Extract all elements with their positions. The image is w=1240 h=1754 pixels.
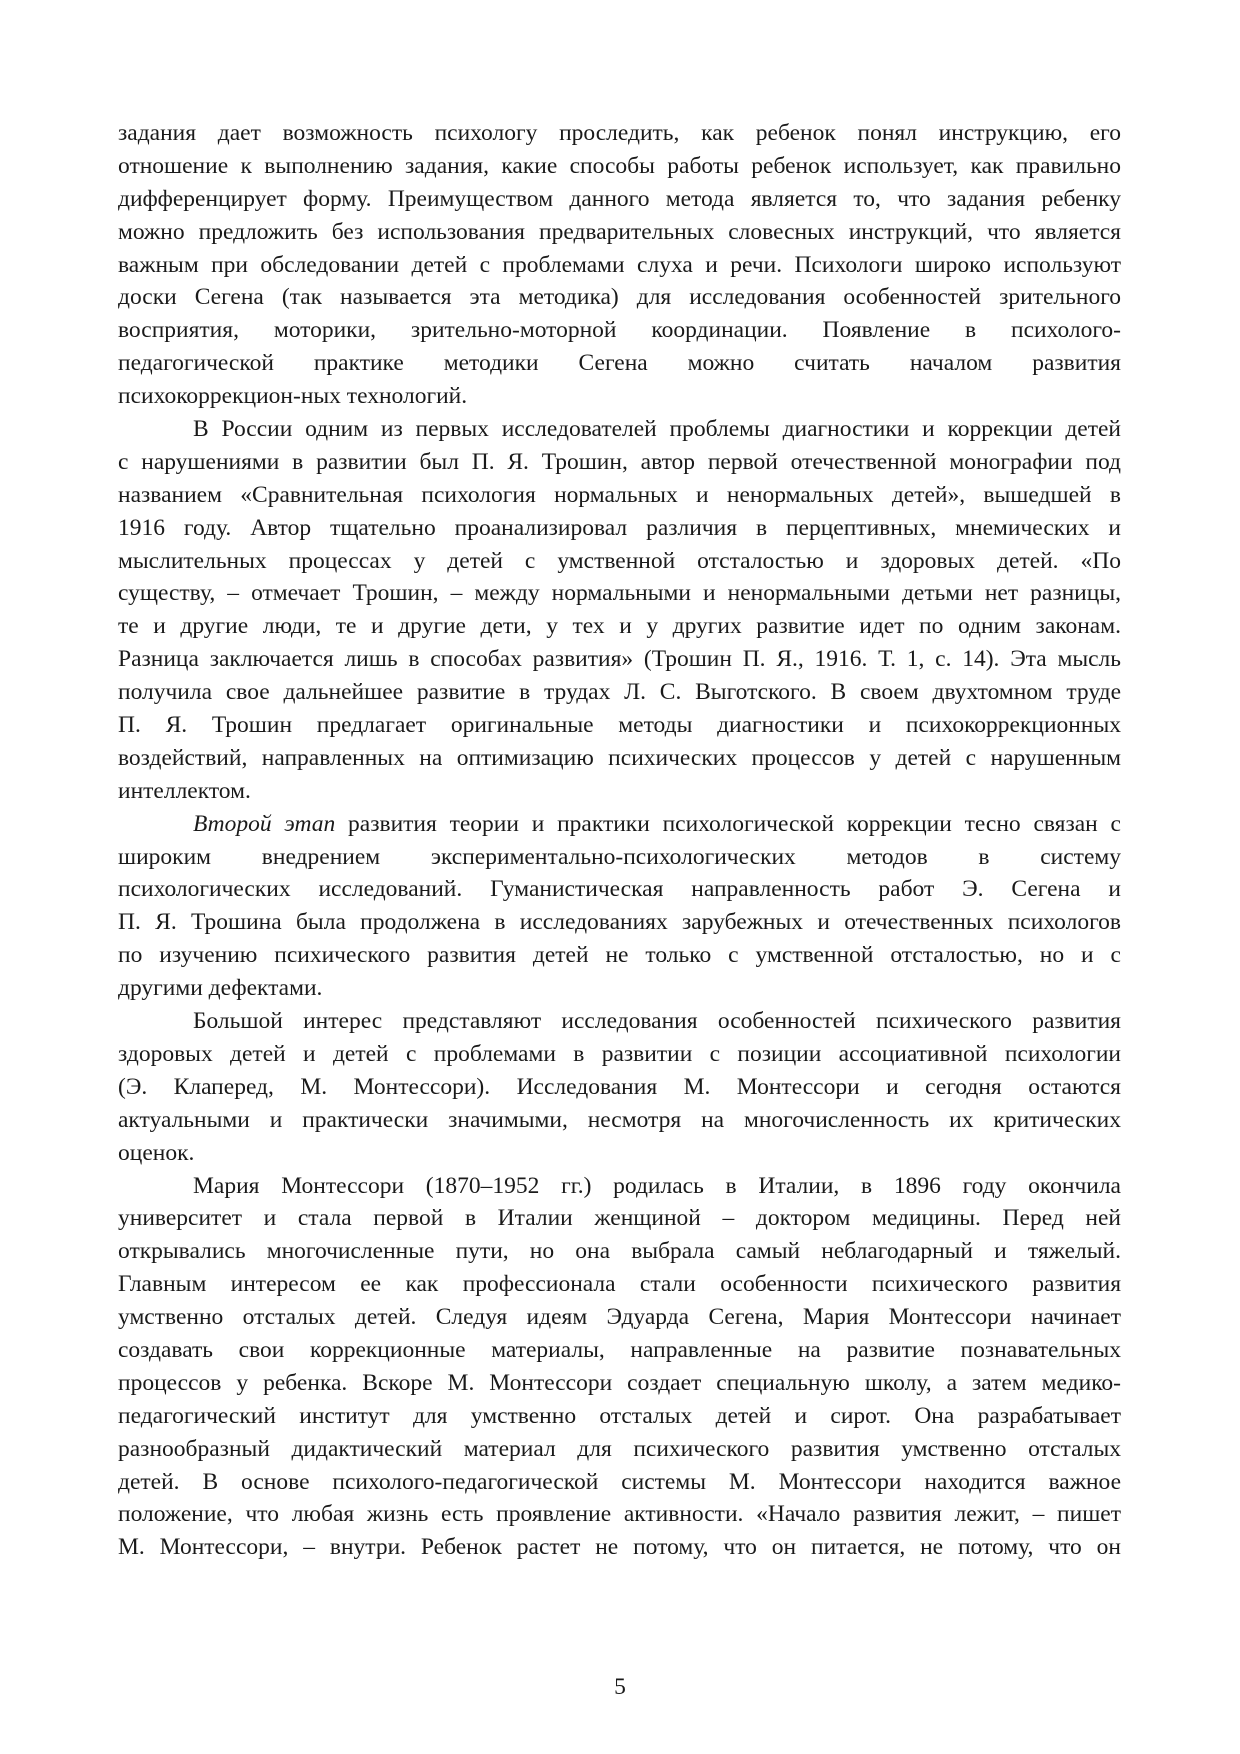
italic-term: Второй этап xyxy=(193,810,336,837)
line-text: важным при обследовании детей с проблемами слуха и речи. Психологи широко используют xyxy=(118,251,1121,278)
line-text: с нарушениями в развитии был П. Я. Трошин, автор первой отечественной монографии под xyxy=(118,448,1121,475)
line-text: существу, – отмечает Трошин, – между нормальными и ненормальными детьми нет разницы, xyxy=(118,580,1121,607)
document-body xyxy=(118,117,1121,1564)
line-text: Разница заключается лишь в способах развития» (Трошин П. Я., 1916. Т. 1, с. 14). Эта мысль xyxy=(118,646,1121,673)
line-text: широким внедрением экспериментально-психологических методов в систему xyxy=(118,843,1121,870)
text-line xyxy=(118,249,1121,282)
text-line xyxy=(118,446,1121,479)
text-line xyxy=(118,512,1121,545)
line-text: отношение к выполнению задания, какие способы работы ребенок использует, как правильно xyxy=(118,152,1121,179)
text-line xyxy=(118,577,1121,610)
text-line xyxy=(118,216,1121,249)
text-line xyxy=(118,150,1121,183)
paragraph xyxy=(118,413,1121,808)
text-line xyxy=(118,742,1121,775)
line-text: открывались многочисленные пути, но она выбрала самый неблагодарный и тяжелый. xyxy=(118,1238,1121,1265)
line-text: П. Я. Трошин предлагает оригинальные методы диагностики и психокоррекционных xyxy=(118,712,1121,739)
line-text: по изучению психического развития детей не только с умственной отсталостью, но и с xyxy=(118,942,1121,969)
line-text: оценок. xyxy=(118,1139,195,1166)
text-line xyxy=(118,1235,1121,1268)
text-line xyxy=(118,1334,1121,1367)
text-line xyxy=(118,1301,1121,1334)
line-text: университет и стала первой в Италии женщиной – доктором медицины. Перед ней xyxy=(118,1205,1121,1232)
paragraph xyxy=(118,808,1121,1005)
text-line xyxy=(118,939,1121,972)
line-text: актуальными и практически значимыми, несмотря на многочисленность их критических xyxy=(118,1106,1121,1133)
text-line xyxy=(118,610,1121,643)
line-text: педагогический институт для умственно отсталых детей и сирот. Она разрабатывает xyxy=(118,1402,1121,1429)
line-text: 1916 году. Автор тщательно проанализировал различия в перцептивных, мнемических и xyxy=(118,514,1121,541)
text-line xyxy=(118,380,1121,413)
text-line xyxy=(118,972,1121,1005)
line-text: М. Монтессори, – внутри. Ребенок растет не потому, что он питается, не потому, что он xyxy=(118,1534,1121,1561)
text-line xyxy=(118,347,1121,380)
line-text: другими дефектами. xyxy=(118,975,323,1002)
text-line xyxy=(118,1071,1121,1104)
line-text: умственно отсталых детей. Следуя идеям Эдуарда Сегена, Мария Монтессори начинает xyxy=(118,1304,1121,1331)
line-text: (Э. Клаперед, М. Монтессори). Исследования М. Монтессори и сегодня остаются xyxy=(118,1073,1121,1100)
text-line xyxy=(118,1170,1121,1203)
line-text: детей. В основе психолого-педагогической системы М. Монтессори находится важное xyxy=(118,1468,1121,1495)
text-line xyxy=(118,413,1121,446)
line-text: здоровых детей и детей с проблемами в развитии с позиции ассоциативной психологии xyxy=(118,1040,1121,1067)
line-text: процессов у ребенка. Вскоре М. Монтессори создает специальную школу, а затем медико- xyxy=(118,1369,1121,1396)
line-text: положение, что любая жизнь есть проявление активности. «Начало развития лежит, – пишет xyxy=(118,1501,1121,1528)
paragraph xyxy=(118,1005,1121,1169)
line-text: воздействий, направленных на оптимизацию психических процессов у детей с нарушенным xyxy=(118,744,1121,771)
text-line xyxy=(118,117,1121,150)
line-text: восприятия, моторики, зрительно-моторной координации. Появление в психолого- xyxy=(118,317,1121,344)
line-text: мыслительных процессах у детей с умственной отсталостью и здоровых детей. «По xyxy=(118,547,1121,574)
line-text: психологических исследований. Гуманистическая направленность работ Э. Сегена и xyxy=(118,876,1121,903)
line-text: получила свое дальнейшее развитие в трудах Л. С. Выготского. В своем двухтомном труде xyxy=(118,679,1121,706)
text-line xyxy=(118,1498,1121,1531)
line-text: создавать свои коррекционные материалы, направленные на развитие познавательных xyxy=(118,1336,1121,1363)
text-line xyxy=(118,545,1121,578)
line-text: психокоррекцион-ных технологий. xyxy=(118,383,468,410)
line-text: Большой интерес представляют исследования особенностей психического развития xyxy=(193,1008,1121,1035)
text-line xyxy=(118,709,1121,742)
line-text: разнообразный дидактический материал для психического развития умственно отсталых xyxy=(118,1435,1121,1462)
text-line xyxy=(118,281,1121,314)
text-line xyxy=(118,906,1121,939)
text-line xyxy=(118,1433,1121,1466)
text-line xyxy=(118,1038,1121,1071)
line-text: интеллектом. xyxy=(118,777,251,804)
text-line xyxy=(118,1104,1121,1137)
text-line xyxy=(118,1466,1121,1499)
text-line xyxy=(118,1531,1121,1564)
line-text: доски Сегена (так называется эта методика) для исследования особенностей зрительного xyxy=(118,284,1121,311)
line-text: задания дает возможность психологу проследить, как ребенок понял инструкцию, его xyxy=(118,120,1121,146)
paragraph xyxy=(118,117,1121,413)
line-text: педагогической практике методики Сегена можно считать началом развития xyxy=(118,350,1121,377)
line-text: дифференцирует форму. Преимуществом данного метода является то, что задания ребенку xyxy=(118,185,1121,212)
text-line xyxy=(118,1268,1121,1301)
text-line xyxy=(118,676,1121,709)
text-line xyxy=(118,643,1121,676)
text-line xyxy=(118,1137,1121,1170)
text-line xyxy=(118,775,1121,808)
line-text: те и другие люди, те и другие дети, у тех и у других развитие идет по одним законам. xyxy=(118,613,1121,640)
text-line xyxy=(118,479,1121,512)
text-line xyxy=(118,1202,1121,1235)
text-line xyxy=(118,1005,1121,1038)
line-text: Мария Монтессори (1870–1952 гг.) родилась в Италии, в 1896 году окончила xyxy=(193,1172,1121,1199)
page-number: 5 xyxy=(614,1674,626,1700)
line-text: В России одним из первых исследователей проблемы диагностики и коррекции детей xyxy=(193,416,1121,443)
text-line xyxy=(118,841,1121,874)
paragraph xyxy=(118,1170,1121,1565)
line-text: Главным интересом ее как профессионала стали особенности психического развития xyxy=(118,1271,1121,1298)
text-line xyxy=(118,1367,1121,1400)
text-line xyxy=(118,873,1121,906)
line-text: развития теории и практики психологической коррекции тесно связан с xyxy=(335,810,1121,837)
text-line xyxy=(118,183,1121,216)
text-line xyxy=(118,314,1121,347)
line-text: можно предложить без использования предварительных словесных инструкций, что является xyxy=(118,218,1121,245)
text-line xyxy=(118,808,1121,841)
text-line xyxy=(118,1400,1121,1433)
line-text: названием «Сравнительная психология нормальных и ненормальных детей», вышедшей в xyxy=(118,481,1121,508)
line-text: П. Я. Трошина была продолжена в исследованиях зарубежных и отечественных психологов xyxy=(118,909,1121,936)
